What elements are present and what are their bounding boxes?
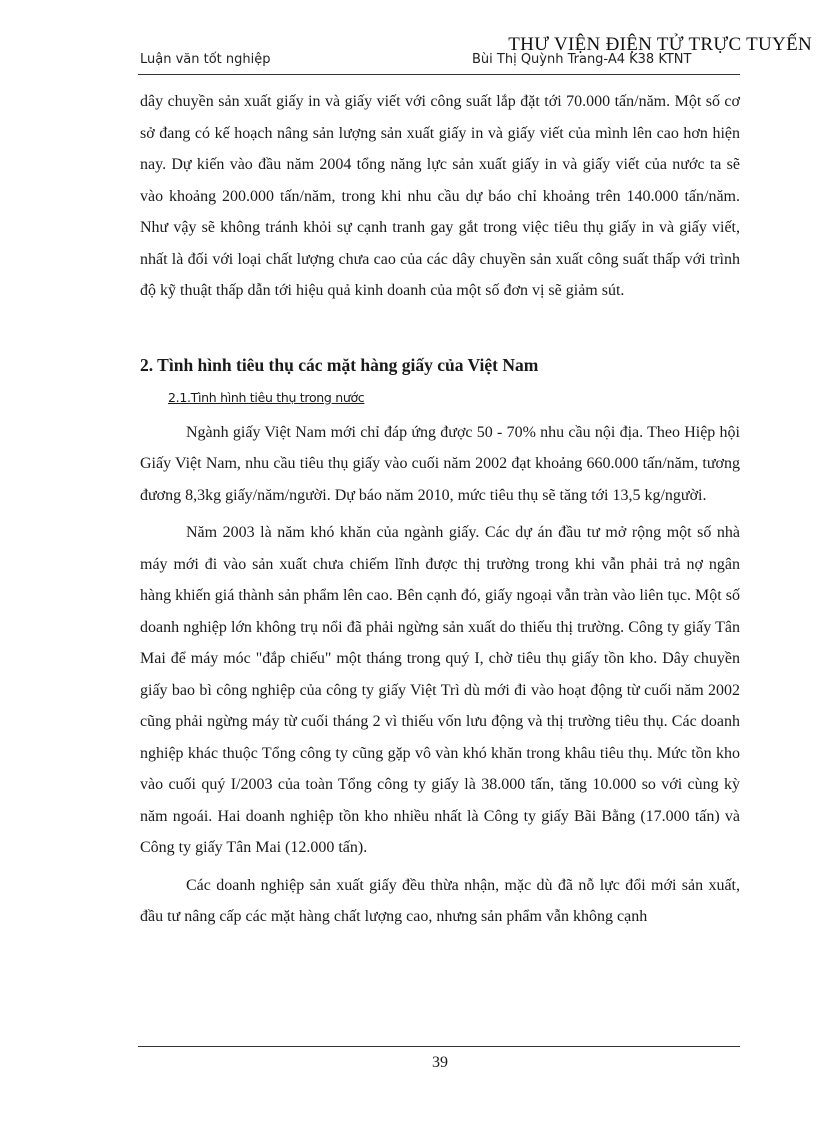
page-number: 39: [432, 1054, 448, 1071]
header-author: Bùi Thị Quỳnh Trang-A4 K38 KTNT: [472, 52, 692, 67]
paragraph-2003-difficulties: Năm 2003 là năm khó khăn của ngành giấy. Các dự án đầu tư mở rộng một số nhà máy mới đi vào sản xuất chưa chiếm lĩnh được thị trường trong khi vẫn phải trả nợ ngân hàng khiến giá thành sản phẩm lên cao. Bên cạnh đó, giấy ngoại vẫn tràn vào liên tục. Một số doanh nghiệp lớn không trụ nổi đã phải ngừng sản xuất do thiếu thị trường. Công ty giấy Tân Mai để máy móc "đắp chiếu" một tháng trong quý I, chờ tiêu thụ giấy tồn kho. Dây chuyền giấy bao bì công nghiệp của công ty giấy Việt Trì dù mới đi vào hoạt động từ cuối năm 2002 cũng phải ngừng máy từ cuối tháng 2 vì thiếu vốn lưu động và thị trường tiêu thụ. Các doanh nghiệp khác thuộc Tổng công ty cũng gặp vô vàn khó khăn trong khâu tiêu thụ. Mức tồn kho vào cuối quý I/2003 của toàn Tổng công ty giấy là 38.000 tấn, tăng 10.000 so với cùng kỳ năm ngoái. Hai doanh nghiệp tồn kho nhiều nhất là Công ty giấy Bãi Bằng (17.000 tấn) và Công ty giấy Tân Mai (12.000 tấn).: [140, 524, 740, 856]
page-body: [140, 86, 740, 933]
paragraph-producers: Các doanh nghiệp sản xuất giấy đều thừa nhận, mặc dù đã nỗ lực đổi mới sản xuất, đầu tư nâng cấp các mặt hàng chất lượng cao, nhưng sản phẩm vẫn không cạnh: [140, 876, 740, 925]
footer-divider: [138, 1046, 740, 1047]
paragraph-domestic-demand: Ngành giấy Việt Nam mới chỉ đáp ứng được 50 - 70% nhu cầu nội địa. Theo Hiệp hội Giấy Việt Nam, nhu cầu tiêu thụ giấy vào cuối năm 2002 đạt khoảng 660.000 tấn/năm, tương đương 8,3kg giấy/năm/người. Dự báo năm 2010, mức tiêu thụ sẽ tăng tới 13,5 kg/người.: [140, 423, 740, 504]
section-heading: 2. Tình hình tiêu thụ các mặt hàng giấy của Việt Nam: [140, 354, 539, 375]
watermark-banner: THƯ VIỆN ĐIỆN TỬ TRỰC TUYẾN: [508, 34, 812, 55]
subsection-heading: 2.1.Tình hình tiêu thụ trong nước: [168, 389, 365, 405]
paragraph-continued: dây chuyền sản xuất giấy in và giấy viết với công suất lắp đặt tới 70.000 tấn/năm. Một số cơ sở đang có kế hoạch nâng sản lượng sản xuất giấy in và giấy viết của mình lên cao hơn hiện nay. Dự kiến vào đầu năm 2004 tổng năng lực sản xuất giấy in và giấy viết của nước ta sẽ vào khoảng 200.000 tấn/năm, trong khi nhu cầu dự báo chỉ khoảng trên 140.000 tấn/năm. Như vậy sẽ không tránh khỏi sự cạnh tranh gay gắt trong việc tiêu thụ giấy in và giấy viết, nhất là đối với loại chất lượng chưa cao của các dây chuyền sản xuất công suất thấp với trình độ kỹ thuật thấp dẫn tới hiệu quả kinh doanh của một số đơn vị sẽ giảm sút.: [140, 93, 740, 299]
header-thesis-label: Luận văn tốt nghiệp: [140, 52, 271, 67]
header-divider: [138, 74, 740, 75]
